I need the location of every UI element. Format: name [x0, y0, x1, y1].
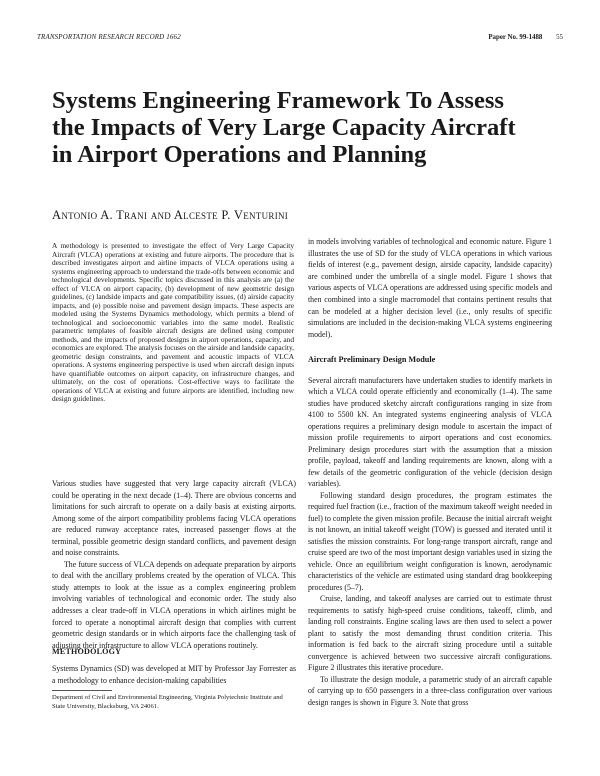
article-authors: Antonio A. Trani and Alceste P. Venturini	[52, 208, 289, 222]
aircraft-module-heading: Aircraft Preliminary Design Module	[308, 355, 436, 364]
right-column-paragraph: in models involving variables of technological and economic nature. Figure 1 illustrates the use of SD for the study of VLCA operations in which various fields of interest (e.g., pavement design, airside capacity, landside capacity) are combined under the umbrella of a single model. Figure 1 shows that various aspects of VLCA operations are addressed using specific models and then combined into a single macromodel that contains pertinent results that can be modeled at a higher decision level (i.e., only results of specific simulations are included in the decision-making VLCA systems engineering model).	[308, 237, 552, 339]
methodology-heading: METHODOLOGY	[52, 647, 122, 656]
intro-paragraph-1: Various studies have suggested that very large capacity aircraft (VLCA) could be operating in the next decade (1–4). There are obvious concerns and limitations for such aircraft to operate on a daily basis at existing airports. Among some of the airport compatibility problems facing VLCA operations are reduced runway acceptance rates, increased passenger flows at the terminal, possible geometric design standard conflicts, and pavement design and noise constraints.	[52, 479, 296, 558]
paper-number: Paper No. 99-1488	[488, 34, 543, 41]
abstract-text: A methodology is presented to investigate the effect of Very Large Capacity Aircraft (VLCA) operations at existing and future airports. The procedure that is described investigates airport and airline impacts of VLCA operations using a systems engineering approach to understand the trade-offs between economic and technological developments. Specific topics discussed in this analysis are (a) the effect of VLCA on airport capacity, (b) development of new geometric design guidelines, (c) landside impacts and gate compatibility issues, (d) airside capacity impacts, and (e) possible noise and pavement design impacts. These aspects are modeled using the Systems Dynamics methodology, which permits a blend of technological and socioeconomic variables into the same model. Realistic parametric templates of feasible aircraft designs are defined using computer methods, and the impacts of proposed designs in airport operations, capacity, and economics are explored. The analysis focuses on the airside and landside capacity, geometric design constraints, and pavement and acoustic impacts of VLCA operations. A systems engineering perspective is used when aircraft design inputs have quantifiable outcomes on airport capacity, on infrastructure changes, and ultimately, on the cost of operations. Cost-effective ways to facilitate the operations of VLCA at existing and future airports are identified, including new design guidelines.	[52, 241, 294, 404]
aircraft-module-text	[308, 375, 552, 708]
module-paragraph-1: Several aircraft manufacturers have undertaken studies to identify markets in which a VLCA could operate efficiently and economically (1–4). The same studies have produced sketchy aircraft configurations ranging in size from 4100 to 5500 kN. An integrated systems engineering analysis of VLCA operations requires a preliminary design module to ascertain the impact of mission profile requirements to airport operations and cost economics. Preliminary design procedures start with the assumption that a mission profile, payload, takeoff and landing requirements are known, along with a few details of the geometric configuration of the vehicle (decision design variables).	[308, 376, 552, 489]
module-paragraph-4: To illustrate the design module, a parametric study of an aircraft capable of carrying up to 650 passengers in a three-class configuration over various design ranges is shown in Figure 3. Note that gross	[308, 674, 552, 707]
abstract	[52, 242, 294, 404]
introduction	[52, 478, 296, 651]
paper-info	[488, 34, 563, 41]
module-paragraph-3: Cruise, landing, and takeoff analyses are carried out to estimate thrust requirements to satisfy high-speed cruise conditions, takeoff, climb, and landing roll constraints. Engine scaling laws are then used to select a power plant to satisfy the most demanding thrust condition criteria. This information is fed back to the aircraft sizing procedure until a suitable convergence is achieved between two successive aircraft configurations. Figure 2 illustrates this iterative procedure.	[308, 594, 552, 673]
running-head	[37, 34, 563, 46]
methodology-paragraph: Systems Dynamics (SD) was developed at MIT by Professor Jay Forrester as a methodology to enhance decision-making capabilities	[52, 664, 296, 685]
footnote-rule	[52, 690, 112, 691]
intro-paragraph-2: The future success of VLCA depends on adequate preparation by airports to deal with the ancillary problems created by the operation of VLCA. This study attempts to look at the issue as a complex engineering problem involving variables of technological and economic order. The study also addresses a clear trade-off in VLCA operations in which airlines might be forced to operate a nonoptimal aircraft design that complies with current geometric design standards or in which airports face the challenging task of adjusting their infrastructure to allow VLCA operations routinely.	[52, 559, 296, 650]
right-column-intro	[308, 236, 552, 340]
page-number: 55	[556, 34, 563, 41]
journal-name: TRANSPORTATION RESEARCH RECORD 1662	[37, 34, 181, 41]
author-affiliation-footnote: Department of Civil and Environmental Engineering, Virginia Polytechnic Institute and State University, Blacksburg, VA 24061.	[52, 694, 283, 710]
methodology-text	[52, 663, 296, 686]
module-paragraph-2: Following standard design procedures, the program estimates the required fuel fraction (i.e., fraction of the maximum takeoff weight needed in fuel) to complete the given mission profile. Because the initial aircraft weight is not known, an initial takeoff weight (TOW) is guessed and iterated until it satisfies the mission constraints. For long-range transport aircraft, range and cruise speed are two of the most important design variables used in sizing the vehicle. Once an equilibrium weight configuration is known, aerodynamic characteristics of the vehicle are estimated using standard drag bookkeeping procedures (5–7).	[308, 490, 552, 592]
article-title: Systems Engineering Framework To Assess the Impacts of Very Large Capacity Aircraft in Airport Operations and Planning	[52, 87, 516, 168]
